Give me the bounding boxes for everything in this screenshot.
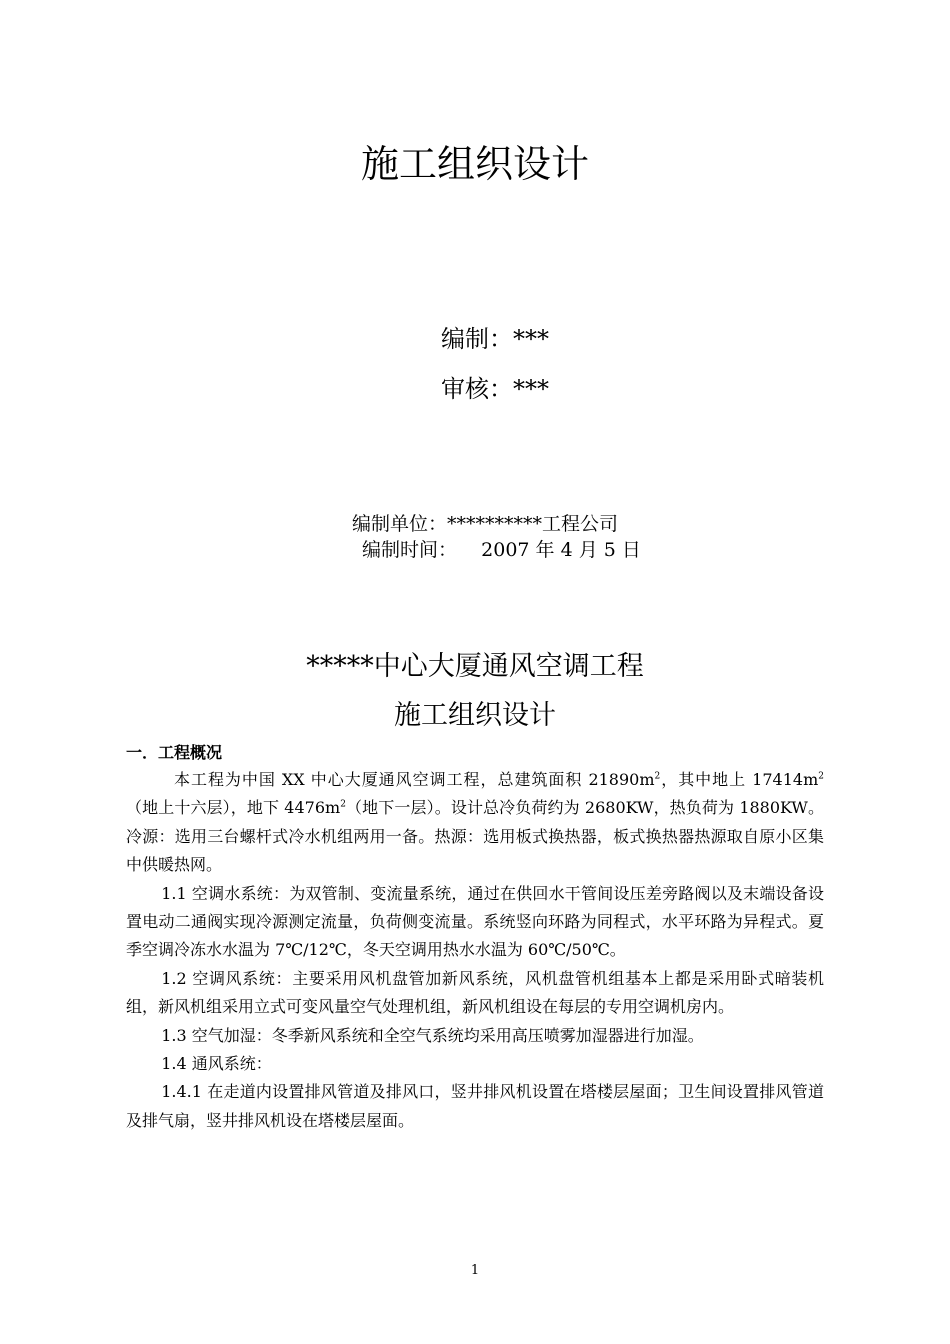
page-number: 1 [470, 1263, 480, 1278]
cover-title: 施工组织设计 [360, 142, 589, 186]
paragraph-humidification: 1.3 空气加湿：冬季新风系统和全空气系统均采用高压喷雾加湿器进行加湿。 [161, 1025, 704, 1045]
paragraph-overview: 本工程为中国 XX 中心大厦通风空调工程，总建筑面积 $21890m^2$，其中地上 $17414m^2$（地上十六层），地下 $4476m^2$（地下一层）。设计总冷负荷约为 2680KW，热负荷为 1880KW。冷源：选用三台螺杆式冷水机组两用一备。热源：选用板式换热器，板式换热器热源取自原小区集中供暖热网。 [126, 770, 824, 875]
project-title: *****中心大厦通风空调工程 [306, 651, 644, 682]
compiling-date: 编制时间： 2007 年 4 月 5 日 [362, 539, 641, 561]
paragraph-air-system: 1.2 空调风系统：主要采用风机盘管加新风系统，风机盘管机组基本上都是采用卧式暗装机组，新风机组采用立式可变风量空气处理机组，新风机组设在每层的专用空调机房内。 [126, 968, 824, 1017]
document-title: 施工组织设计 [394, 700, 556, 731]
section-heading: 一．工程概况 [126, 743, 223, 762]
reviewer-line: 审核：*** [441, 375, 549, 403]
paragraph-water-system: 1.1 空调水系统：为双管制、变流量系统，通过在供回水干管间设压差旁路阀以及末端设备设置电动二通阀实现冷源测定流量，负荷侧变流量。系统竖向环路为同程式，水平环路为异程式。夏季空调冷冻水水温为 7℃/12℃，冬天空调用热水水温为 60℃/50℃。 [126, 883, 824, 960]
body-text [126, 766, 824, 1135]
paragraph-exhaust: 1.4.1 在走道内设置排风管道及排风口，竖井排风机设置在塔楼层屋面；卫生间设置排风管道及排气扇，竖井排风机设在塔楼层屋面。 [126, 1082, 824, 1130]
compiler-line: 编制：*** [441, 325, 549, 353]
paragraph-ventilation: 1.4 通风系统： [161, 1054, 272, 1074]
compiling-unit: 编制单位：**********工程公司 [352, 513, 619, 535]
